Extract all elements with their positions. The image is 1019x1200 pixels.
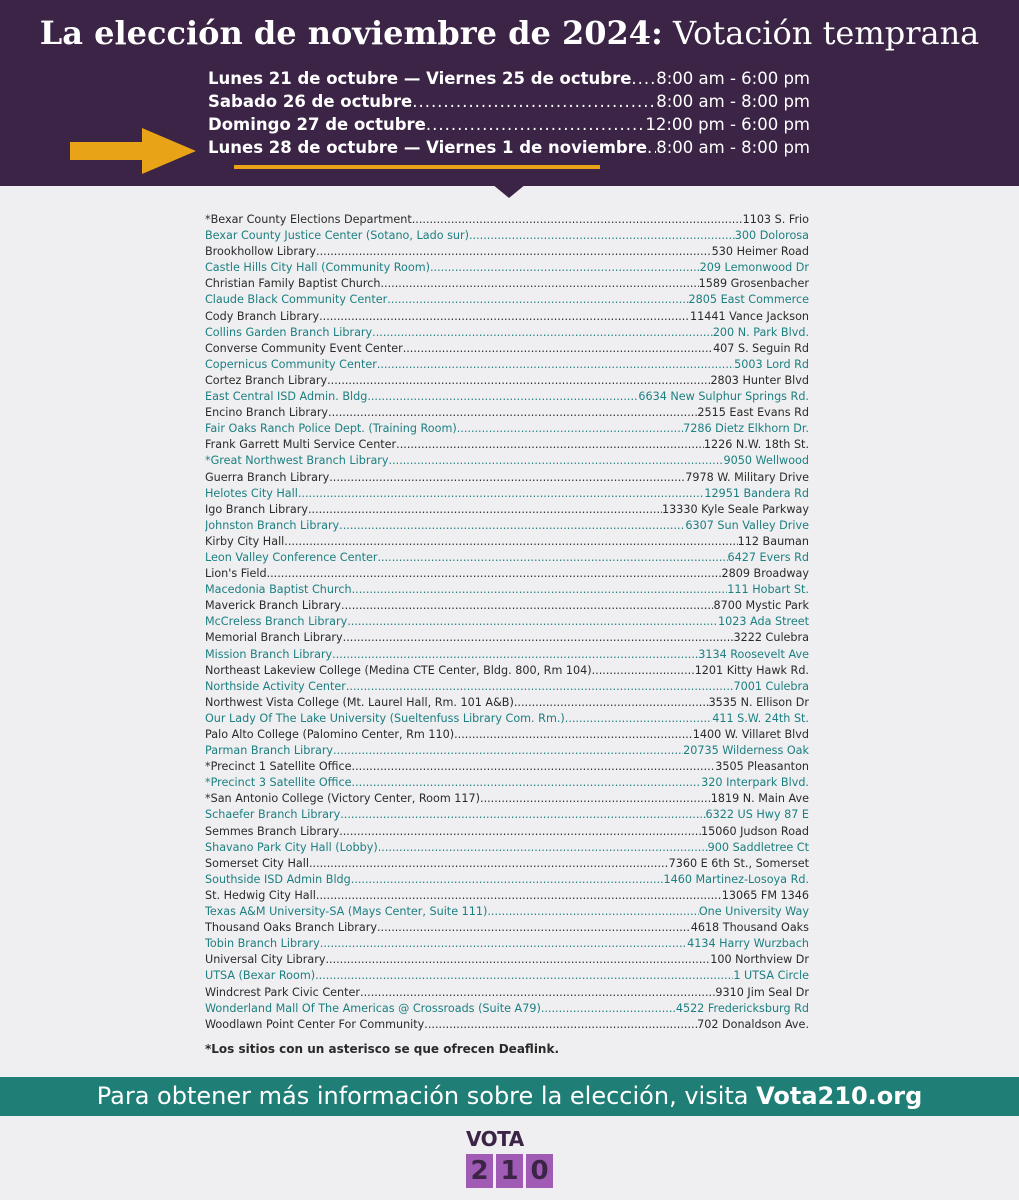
leader-dots — [341, 598, 713, 614]
leader-dots — [352, 582, 728, 598]
location-name: Brookhollow Library — [205, 245, 317, 259]
leader-dots — [454, 727, 693, 743]
location-name: Woodlawn Point Center For Community — [205, 1017, 425, 1031]
location-address: 12951 Bandera Rd — [704, 486, 809, 500]
location-row — [205, 775, 809, 791]
location-address: 3134 Roosevelt Ave — [698, 647, 809, 661]
leader-dots — [343, 630, 734, 646]
leader-dots — [298, 486, 704, 502]
location-list — [205, 212, 809, 1033]
leader-dots — [316, 244, 712, 260]
location-address: 1103 S. Frio — [742, 213, 809, 226]
location-row — [205, 437, 809, 453]
schedule-days: Sabado 26 de octubre — [208, 92, 413, 111]
location-row — [205, 357, 809, 373]
location-row — [205, 373, 809, 389]
leader-dots — [267, 566, 722, 582]
page-title — [0, 14, 1019, 52]
location-name: Copernicus Community Center — [205, 357, 377, 371]
leader-dots — [329, 470, 685, 486]
location-name: Helotes City Hall — [205, 486, 298, 500]
schedule-days: Lunes 28 de octubre — Viernes 1 de noviembre — [208, 138, 648, 157]
location-row — [205, 904, 809, 920]
location-name: Frank Garrett Multi Service Center — [205, 438, 397, 452]
location-name: Cody Branch Library — [205, 309, 320, 323]
leader-dots — [351, 872, 664, 888]
schedule-row — [208, 115, 810, 137]
leader-dots — [346, 679, 734, 695]
leader-dots — [647, 138, 656, 157]
location-name: Our Lady Of The Lake University (Sueltenfuss Library Com. Rm.) — [205, 711, 565, 725]
location-row — [205, 888, 809, 904]
location-name: Christian Family Baptist Church — [205, 277, 381, 291]
location-name: Claude Black Community Center — [205, 293, 388, 307]
location-address: 20735 Wilderness Oak — [683, 744, 809, 758]
location-address: 200 N. Park Blvd. — [712, 325, 809, 339]
location-row — [205, 470, 809, 486]
highlight-underline — [234, 165, 600, 169]
location-row — [205, 598, 809, 614]
location-name: *Precinct 1 Satellite Office — [205, 760, 352, 774]
location-address: 8700 Mystic Park — [713, 599, 809, 613]
location-name: Tobin Branch Library — [205, 937, 320, 951]
location-row — [205, 325, 809, 341]
location-address: 6427 Evers Rd — [727, 550, 809, 564]
location-row — [205, 968, 809, 984]
location-address: 702 Donaldson Ave. — [697, 1017, 809, 1031]
title-bold: La elección de noviembre de 2024: — [39, 14, 663, 52]
leader-dots — [352, 775, 702, 791]
location-name: Palo Alto College (Palomino Center, Rm 110) — [205, 728, 455, 741]
location-row — [205, 824, 809, 840]
leader-dots — [480, 791, 711, 807]
location-name: Somerset City Hall — [205, 856, 309, 870]
location-row — [205, 630, 809, 646]
leader-dots — [309, 856, 669, 872]
location-row — [205, 260, 809, 276]
location-address: 7286 Dietz Elkhorn Dr. — [683, 422, 809, 436]
schedule-days: Domingo 27 de octubre — [208, 115, 426, 134]
location-name: Northside Activity Center — [205, 679, 346, 693]
location-name: Parman Branch Library — [205, 744, 334, 758]
location-name: UTSA (Bexar Room) — [205, 969, 316, 983]
leader-dots — [352, 759, 716, 775]
leader-dots — [332, 647, 698, 663]
leader-dots — [377, 920, 691, 936]
location-row — [205, 228, 809, 244]
location-name: Kirby City Hall — [205, 534, 285, 548]
location-name: McCreless Branch Library — [205, 615, 348, 629]
location-address: 9050 Wellwood — [723, 454, 809, 468]
location-address: 7001 Culebra — [733, 679, 809, 693]
location-row — [205, 695, 809, 711]
location-address: 15060 Judson Road — [700, 824, 809, 838]
location-address: 1201 Kitty Hawk Rd. — [694, 663, 809, 677]
location-name: *San Antonio College (Victory Center, Room 117) — [205, 792, 481, 806]
location-name: *Bexar County Elections Department — [205, 213, 412, 226]
location-row — [205, 550, 809, 566]
leader-dots — [541, 1001, 676, 1017]
location-address: 6634 New Sulphur Springs Rd. — [638, 390, 809, 404]
location-name: Igo Branch Library — [205, 502, 308, 516]
location-name: Castle Hills City Hall (Community Room) — [205, 261, 430, 275]
location-address: 111 Hobart St. — [727, 583, 809, 597]
location-name: Mission Branch Library — [205, 647, 333, 661]
leader-dots — [372, 325, 713, 341]
leader-dots — [284, 534, 737, 550]
website-link[interactable]: Vota210.org — [756, 1082, 923, 1110]
location-address: 3222 Culebra — [733, 631, 809, 645]
location-address: 2809 Broadway — [721, 567, 809, 581]
schedule-hours: 8:00 am - 6:00 pm — [656, 69, 810, 88]
location-address: 9310 Jim Seal Dr — [715, 985, 809, 999]
location-address: 6322 US Hwy 87 E — [705, 808, 809, 822]
vota210-logo — [466, 1128, 554, 1190]
location-address: 407 S. Seguin Rd — [713, 341, 809, 355]
location-name: Leon Valley Conference Center — [205, 550, 378, 564]
leader-dots — [380, 276, 698, 292]
location-name: Thousand Oaks Branch Library — [205, 921, 377, 935]
location-row — [205, 453, 809, 469]
location-row — [205, 1001, 809, 1017]
leader-dots — [430, 260, 700, 276]
location-name: Schaefer Branch Library — [205, 808, 341, 822]
leader-dots — [320, 936, 687, 952]
banner-text: Para obtener más información sobre la elección, visita — [96, 1082, 757, 1110]
leader-dots — [592, 663, 695, 679]
header-banner — [0, 0, 1019, 186]
leader-dots — [631, 69, 656, 88]
leader-dots — [514, 695, 709, 711]
location-name: Texas A&M University-SA (Mays Center, Suite 111) — [205, 905, 488, 919]
location-address: 411 S.W. 24th St. — [712, 711, 809, 725]
location-name: *Precinct 3 Satellite Office — [205, 776, 352, 790]
leader-dots — [315, 968, 733, 984]
leader-dots — [426, 115, 645, 134]
location-address: 7978 W. Military Drive — [685, 470, 809, 484]
leader-dots — [387, 292, 688, 308]
location-row — [205, 856, 809, 872]
location-address: 530 Heimer Road — [711, 245, 809, 259]
schedule-days: Lunes 21 de octubre — Viernes 25 de octubre — [208, 69, 632, 88]
leader-dots — [389, 453, 724, 469]
location-row — [205, 791, 809, 807]
leader-dots — [412, 92, 656, 111]
leader-dots — [319, 309, 690, 325]
location-name: Shavano Park City Hall (Lobby) — [205, 840, 378, 854]
location-address: 2805 East Commerce — [688, 293, 809, 307]
location-row — [205, 711, 809, 727]
location-row — [205, 743, 809, 759]
location-address: 1819 N. Main Ave — [710, 792, 809, 806]
leader-dots — [339, 518, 685, 534]
location-address: 100 Northview Dr — [710, 953, 809, 967]
header-notch — [492, 184, 526, 198]
location-name: Universal City Library — [205, 953, 326, 967]
location-address: 112 Bauman — [737, 534, 809, 548]
location-row — [205, 840, 809, 856]
location-name: Semmes Branch Library — [205, 824, 340, 838]
location-name: Encino Branch Library — [205, 406, 329, 420]
location-row — [205, 212, 809, 228]
schedule-hours: 12:00 pm - 6:00 pm — [645, 115, 810, 134]
location-address: 900 Saddletree Ct — [707, 840, 809, 854]
location-row — [205, 534, 809, 550]
leader-dots — [347, 614, 718, 630]
leader-dots — [377, 357, 734, 373]
location-address: 4618 Thousand Oaks — [690, 921, 809, 935]
location-address: 1 UTSA Circle — [733, 969, 809, 983]
location-address: 2515 East Evans Rd — [697, 406, 809, 420]
location-name: Bexar County Justice Center (Sotano, Lado sur) — [205, 229, 469, 243]
location-row — [205, 276, 809, 292]
leader-dots — [333, 743, 683, 759]
location-name: Wonderland Mall Of The Americas @ Crossroads (Suite A79) — [205, 1001, 541, 1015]
location-address: 300 Dolorosa — [734, 229, 809, 243]
arrow-right-icon — [70, 128, 196, 174]
location-name: Southside ISD Admin Bldg — [205, 872, 351, 886]
location-row — [205, 389, 809, 405]
leader-dots — [403, 341, 713, 357]
location-row — [205, 759, 809, 775]
location-address: 1589 Grosenbacher — [698, 277, 809, 291]
schedule-row — [208, 92, 810, 114]
schedule-hours: 8:00 am - 8:00 pm — [656, 138, 810, 157]
location-name: Maverick Branch Library — [205, 599, 342, 613]
location-name: Northwest Vista College (Mt. Laurel Hall, Rm. 101 A&B) — [205, 695, 514, 709]
logo-digit: 0 — [526, 1154, 553, 1188]
location-row — [205, 421, 809, 437]
leader-dots — [378, 840, 708, 856]
leader-dots — [325, 952, 710, 968]
location-row — [205, 872, 809, 888]
location-row — [205, 309, 809, 325]
location-row — [205, 502, 809, 518]
location-row — [205, 920, 809, 936]
location-address: 4134 Harry Wurzbach — [687, 937, 809, 951]
location-name: Lion's Field — [205, 567, 267, 581]
location-address: One University Way — [698, 905, 809, 919]
leader-dots — [360, 985, 715, 1001]
location-address: 3505 Pleasanton — [715, 760, 809, 774]
location-address: 13065 FM 1346 — [721, 888, 809, 902]
location-address: 1023 Ada Street — [718, 615, 809, 629]
location-name: Fair Oaks Ranch Police Dept. (Training Room) — [205, 422, 457, 436]
location-row — [205, 985, 809, 1001]
location-name: *Great Northwest Branch Library — [205, 454, 389, 468]
leader-dots — [396, 437, 704, 453]
location-row — [205, 518, 809, 534]
leader-dots — [339, 824, 701, 840]
location-name: Johnston Branch Library — [205, 518, 340, 532]
location-name: Windcrest Park Civic Center — [205, 985, 361, 999]
location-address: 1226 N.W. 18th St. — [703, 438, 809, 452]
location-row — [205, 405, 809, 421]
location-row — [205, 566, 809, 582]
location-row — [205, 807, 809, 823]
leader-dots — [457, 421, 683, 437]
location-row — [205, 614, 809, 630]
location-name: Converse Community Event Center — [205, 341, 403, 355]
leader-dots — [487, 904, 698, 920]
location-row — [205, 663, 809, 679]
location-address: 209 Lemonwood Dr — [699, 261, 809, 275]
leader-dots — [327, 373, 710, 389]
location-address: 7360 E 6th St., Somerset — [668, 856, 809, 870]
location-address: 4522 Fredericksburg Rd — [675, 1001, 809, 1015]
location-name: East Central ISD Admin. Bldg — [205, 390, 368, 404]
logo-word: VOTA — [466, 1127, 524, 1151]
leader-dots — [412, 212, 743, 228]
title-regular: Votación temprana — [672, 14, 980, 52]
location-name: Memorial Branch Library — [205, 631, 343, 645]
leader-dots — [308, 502, 662, 518]
location-address: 5003 Lord Rd — [734, 357, 809, 371]
leader-dots — [469, 228, 735, 244]
leader-dots — [328, 405, 697, 421]
location-address: 2803 Hunter Blvd — [710, 373, 809, 387]
location-address: 13330 Kyle Seale Parkway — [661, 502, 809, 516]
location-address: 1460 Martinez-Losoya Rd. — [663, 872, 809, 886]
location-row — [205, 244, 809, 260]
leader-dots — [424, 1017, 697, 1033]
location-address: 320 Interpark Blvd. — [701, 776, 809, 790]
location-address: 3535 N. Ellison Dr — [708, 695, 809, 709]
schedule-hours: 8:00 am - 8:00 pm — [656, 92, 810, 111]
location-name: Cortez Branch Library — [205, 373, 328, 387]
location-address: 11441 Vance Jackson — [689, 309, 809, 323]
location-name: Collins Garden Branch Library — [205, 325, 373, 339]
location-name: St. Hedwig City Hall — [205, 888, 316, 902]
location-row — [205, 1017, 809, 1033]
location-row — [205, 341, 809, 357]
footnote: *Los sitios con un asterisco se que ofrecen Deaflink. — [205, 1042, 560, 1056]
location-row — [205, 952, 809, 968]
info-banner — [0, 1077, 1019, 1116]
logo-digits — [466, 1154, 553, 1188]
logo-digit: 1 — [496, 1154, 523, 1188]
location-row — [205, 727, 809, 743]
leader-dots — [367, 389, 638, 405]
location-row — [205, 292, 809, 308]
location-row — [205, 486, 809, 502]
leader-dots — [316, 888, 722, 904]
location-row — [205, 582, 809, 598]
schedule-row — [208, 69, 810, 91]
leader-dots — [565, 711, 712, 727]
location-name: Guerra Branch Library — [205, 470, 330, 484]
leader-dots — [377, 550, 727, 566]
location-row — [205, 647, 809, 663]
location-name: Northeast Lakeview College (Medina CTE Center, Bldg. 800, Rm 104) — [205, 663, 592, 677]
leader-dots — [340, 807, 705, 823]
location-address: 6307 Sun Valley Drive — [685, 518, 809, 532]
schedule-row-highlighted — [208, 138, 810, 160]
logo-digit: 2 — [466, 1154, 493, 1188]
location-name: Macedonia Baptist Church — [205, 583, 352, 597]
location-address: 1400 W. Villaret Blvd — [692, 728, 809, 741]
location-row — [205, 679, 809, 695]
location-row — [205, 936, 809, 952]
